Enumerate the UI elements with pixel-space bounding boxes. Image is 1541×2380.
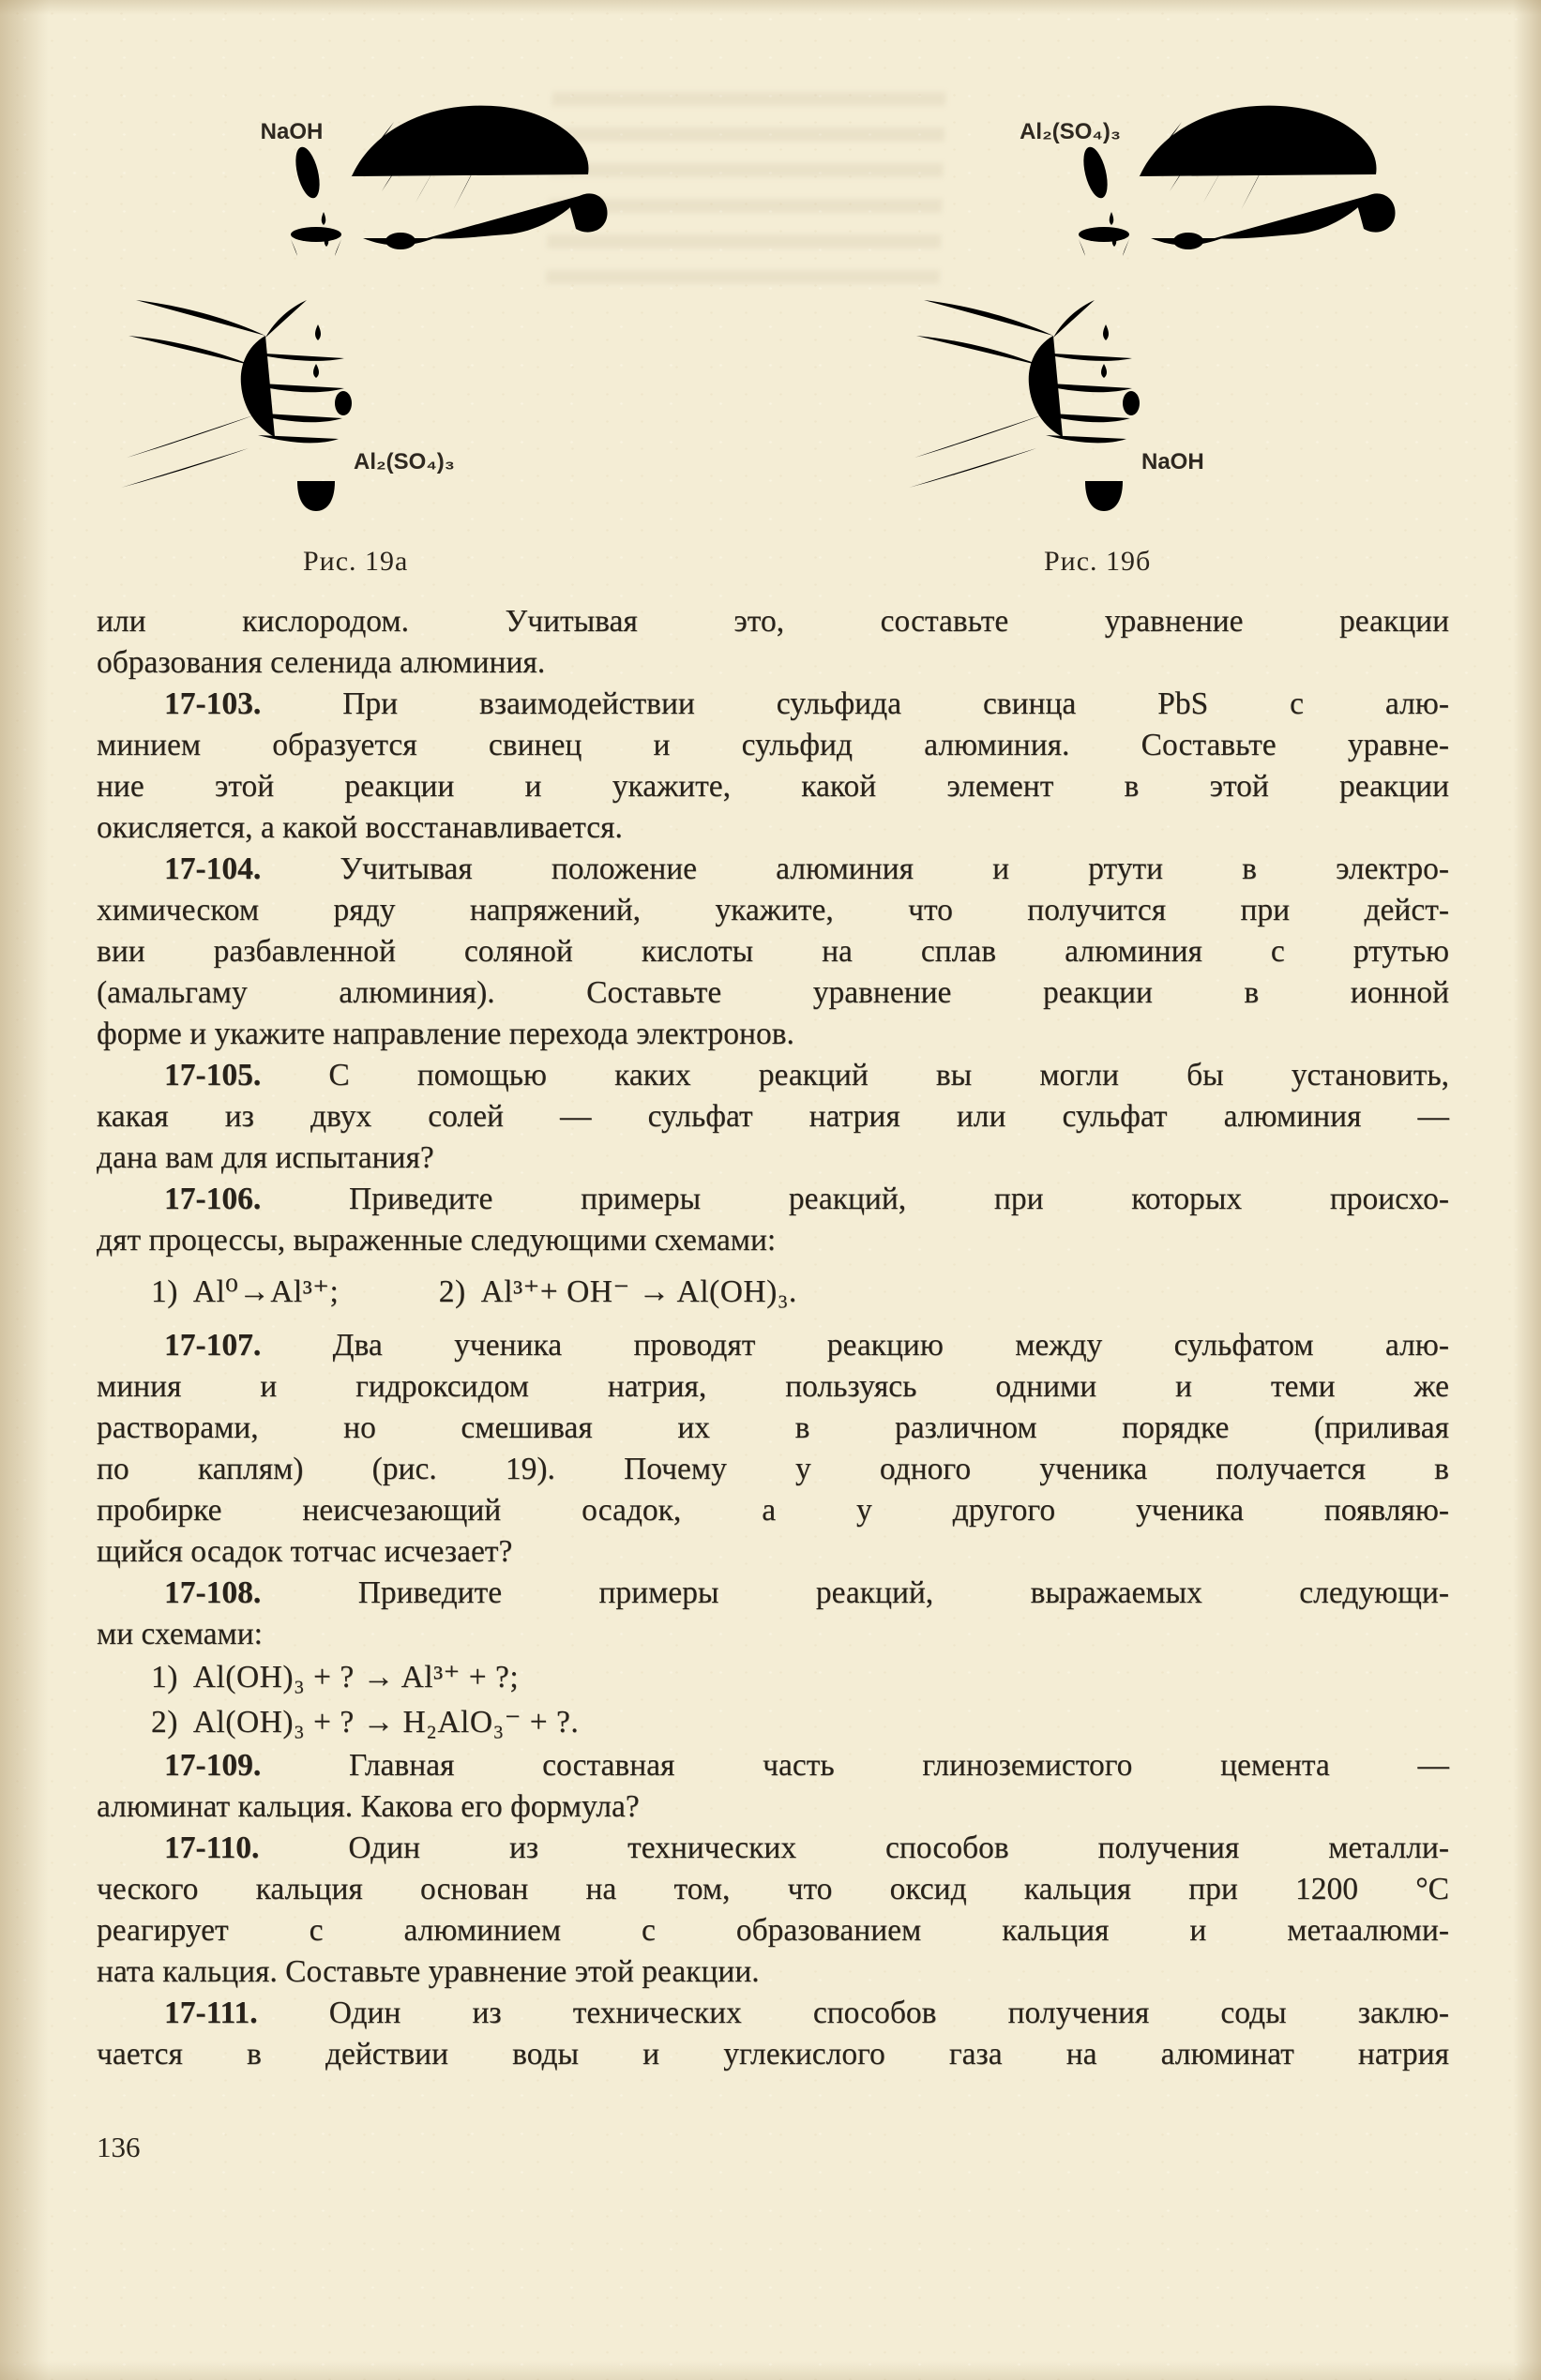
- text-line: щийся осадок тотчас исчезает?: [97, 1534, 513, 1569]
- figure-19a-receiving-tube-label: Al₂(SO₄)₃: [354, 449, 455, 474]
- text-line: реагирует с алюминием с образованием кальция и метаалюми-: [97, 1913, 1449, 1948]
- text-line: чается в действии воды и углекислого газа на алюминат натрия: [97, 2037, 1449, 2071]
- text-line: 17-108. Приведите примеры реакций, выражаемых следующи-: [164, 1575, 1449, 1610]
- text-line: 17-105. С помощью каких реакций вы могли бы установить,: [164, 1058, 1449, 1092]
- text-line: какая из двух солей — сульфат натрия или сульфат алюминия —: [97, 1099, 1449, 1134]
- problems-text: [97, 601, 1449, 2075]
- figure-19a-pouring-tube-label: NaOH: [260, 119, 324, 144]
- page-right-edge-shadow: [1513, 0, 1541, 2380]
- problem-number: 17-105.: [164, 1058, 262, 1092]
- text-line: 1) Al(OH)₃ + ? → Al³⁺ + ?;: [151, 1660, 520, 1695]
- figure-19a-caption: Рис. 19а: [303, 546, 409, 577]
- text-line: ната кальция. Составьте уравнение этой реакции.: [97, 1954, 760, 1989]
- figure-19a-illustration: [108, 54, 619, 528]
- problem-number: 17-108.: [164, 1575, 262, 1610]
- page-bottom-edge-shadow: [0, 2361, 1541, 2380]
- text-line: 17-109. Главная составная часть глиноземистого цемента —: [164, 1748, 1449, 1783]
- figure-19b-pouring-tube-label: Al₂(SO₄)₃: [1020, 119, 1121, 144]
- text-line: минием образуется свинец и сульфид алюминия. Составьте уравне-: [97, 728, 1449, 762]
- text-line: 17-111. Один из технических способов получения соды заклю-: [164, 1996, 1449, 2030]
- problem-number: 17-103.: [164, 686, 262, 721]
- text-line: 17-110. Один из технических способов получения металли-: [164, 1830, 1449, 1865]
- figure-19b-illustration: [896, 54, 1407, 528]
- text-line: дят процессы, выраженные следующими схемами:: [97, 1223, 777, 1258]
- text-line: образования селенида алюминия.: [97, 645, 546, 680]
- text-line: ческого кальция основан на том, что оксид кальция при 1200 °C: [97, 1872, 1449, 1906]
- text-line: 1) Al⁰→Al³⁺; 2) Al³⁺+ OH⁻ → Al(OH)₃.: [151, 1274, 797, 1309]
- problem-number: 17-110.: [164, 1830, 260, 1865]
- text-line: или кислородом. Учитывая это, составьте уравнение реакции: [97, 604, 1449, 639]
- text-line: форме и укажите направление перехода электронов.: [97, 1017, 794, 1051]
- text-line: окисляется, а какой восстанавливается.: [97, 810, 623, 845]
- text-line: 17-106. Приведите примеры реакций, при которых происхо-: [164, 1182, 1449, 1216]
- text-line: по каплям) (рис. 19). Почему у одного ученика получается в: [97, 1452, 1449, 1486]
- problem-number: 17-111.: [164, 1996, 258, 2030]
- problem-number: 17-109.: [164, 1748, 262, 1783]
- text-line: 17-103. При взаимодействии сульфида свинца PbS с алю-: [164, 686, 1449, 721]
- text-line: алюминат кальция. Какова его формула?: [97, 1789, 640, 1824]
- text-line: ми схемами:: [97, 1617, 263, 1651]
- page-top-edge-shadow: [0, 0, 1541, 15]
- text-line: растворами, но смешивая их в различном порядке (приливая: [97, 1410, 1449, 1445]
- text-line: (амальгаму алюминия). Составьте уравнение реакции в ионной: [97, 975, 1449, 1010]
- figure-19b-caption: Рис. 19б: [1044, 546, 1152, 577]
- page-number: 136: [97, 2131, 141, 2163]
- page-left-edge-shadow: [0, 0, 49, 2380]
- text-line: миния и гидроксидом натрия, пользуясь одними и теми же: [97, 1369, 1449, 1404]
- text-line: химическом ряду напряжений, укажите, что получится при дейст-: [97, 893, 1449, 927]
- text-line: ние этой реакции и укажите, какой элемент в этой реакции: [97, 769, 1449, 804]
- problem-number: 17-104.: [164, 851, 262, 886]
- text-line: 2) Al(OH)₃ + ? → H₂AlO₃⁻ + ?.: [151, 1705, 580, 1740]
- text-line: пробирке неисчезающий осадок, а у другого ученика появляю-: [97, 1493, 1449, 1528]
- text-line: вии разбавленной соляной кислоты на сплав алюминия с ртутью: [97, 934, 1449, 969]
- text-line: дана вам для испытания?: [97, 1140, 434, 1175]
- problem-number: 17-106.: [164, 1182, 262, 1216]
- text-line: 17-107. Два ученика проводят реакцию между сульфатом алю-: [164, 1328, 1449, 1363]
- text-line: 17-104. Учитывая положение алюминия и ртути в электро-: [164, 851, 1449, 886]
- problem-number: 17-107.: [164, 1328, 262, 1363]
- figure-19b-receiving-tube-label: NaOH: [1141, 449, 1204, 474]
